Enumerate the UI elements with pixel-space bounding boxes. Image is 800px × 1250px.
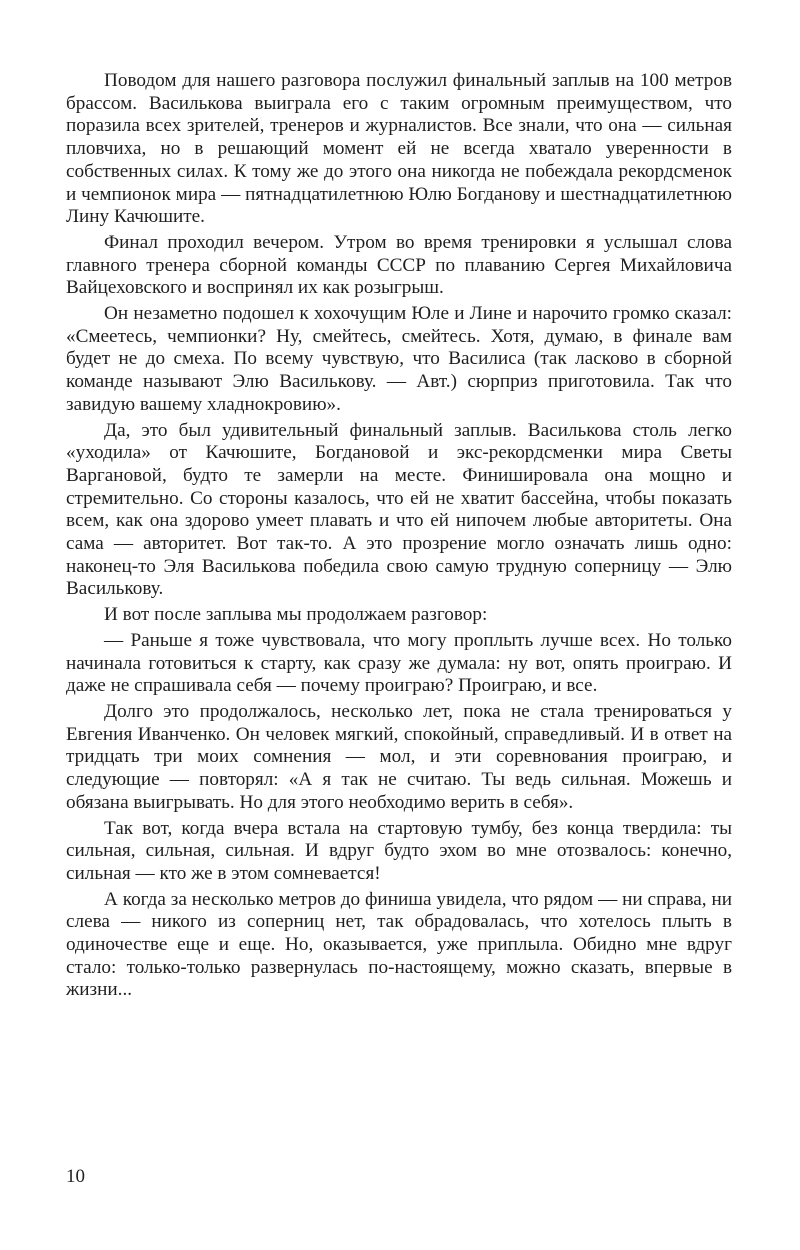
paragraph-2: Финал проходил вечером. Утром во время тренировки я услышал слова главного тренера сборной команды СССР по плаванию Сергея Михайловича Вайцеховского и воспринял их как розыгрыш. bbox=[66, 231, 732, 299]
paragraph-6: — Раньше я тоже чувствовала, что могу проплыть лучше всех. Но только начинала готовиться к старту, как сразу же думала: ну вот, опять проиграю. И даже не спрашивала себя — почему проиграю? Проиграю, и все. bbox=[66, 629, 732, 697]
paragraph-9: А когда за несколько метров до финиша увидела, что рядом — ни справа, ни слева — никого из соперниц нет, так обрадовалась, что хотелось плыть в одиночестве еще и еще. Но, оказывается, уже приплыла. Обидно мне вдруг стало: только-только развернулась по-настоящему, можно сказать, впервые в жизни... bbox=[66, 888, 732, 1001]
paragraph-3: Он незаметно подошел к хохочущим Юле и Лине и нарочито громко сказал: «Смеетесь, чемпионки? Ну, смейтесь, смейтесь. Хотя, думаю, в финале вам будет не до смеха. По всему чувствую, что Василиса (так ласково в сборной команде называют Элю Василькову. — Авт.) сюрприз приготовила. Так что завидую вашему хладнокровию». bbox=[66, 303, 732, 415]
paragraph-4: Да, это был удивительный финальный заплыв. Василькова столь легко «уходила» от Качюшите, Богдановой и экс-рекордсменки мира Светы Варгановой, будто те замерли на месте. Финишировала она мощно и стремительно. Со стороны казалось, что ей не хватит бассейна, чтобы показать всем, как она здорово умеет плавать и что ей нипочем любые авторитеты. Она сама — авторитет. Вот так-то. А это прозрение могло означать лишь одно: наконец-то Эля Василькова победила свою самую трудную соперницу — Элю Василькову. bbox=[66, 419, 732, 600]
page-body bbox=[66, 70, 732, 1005]
paragraph-7: Долго это продолжалось, несколько лет, пока не стала тренироваться у Евгения Иванченко. Он человек мягкий, спокойный, справедливый. И в ответ на тридцать три моих сомнения — мол, и эти соревнования проиграю, и следующие — повторял: «А я так не считаю. Ты ведь сильная. Можешь и обязана выигрывать. Но для этого необходимо верить в себя». bbox=[66, 700, 732, 813]
paragraph-1: Поводом для нашего разговора послужил финальный заплыв на 100 метров брассом. Василькова выиграла его с таким огромным преимуществом, что поразила всех зрителей, тренеров и журналистов. Все знали, что она — сильная пловчиха, но в решающий момент ей не всегда хватало уверенности в собственных силах. К тому же до этого она никогда не побеждала рекордсменок и чемпионок мира — пятнадцатилетнюю Юлю Богданову и шестнадцатилетнюю Лину Качюшите. bbox=[66, 70, 732, 228]
page-number: 10 bbox=[66, 1166, 85, 1187]
paragraph-5: И вот после заплыва мы продолжаем разговор: bbox=[104, 604, 488, 626]
paragraph-8: Так вот, когда вчера встала на стартовую тумбу, без конца твердила: ты сильная, сильная, сильная. И вдруг будто эхом во мне отозвалось: конечно, сильная — кто же в этом сомневается! bbox=[66, 817, 732, 884]
